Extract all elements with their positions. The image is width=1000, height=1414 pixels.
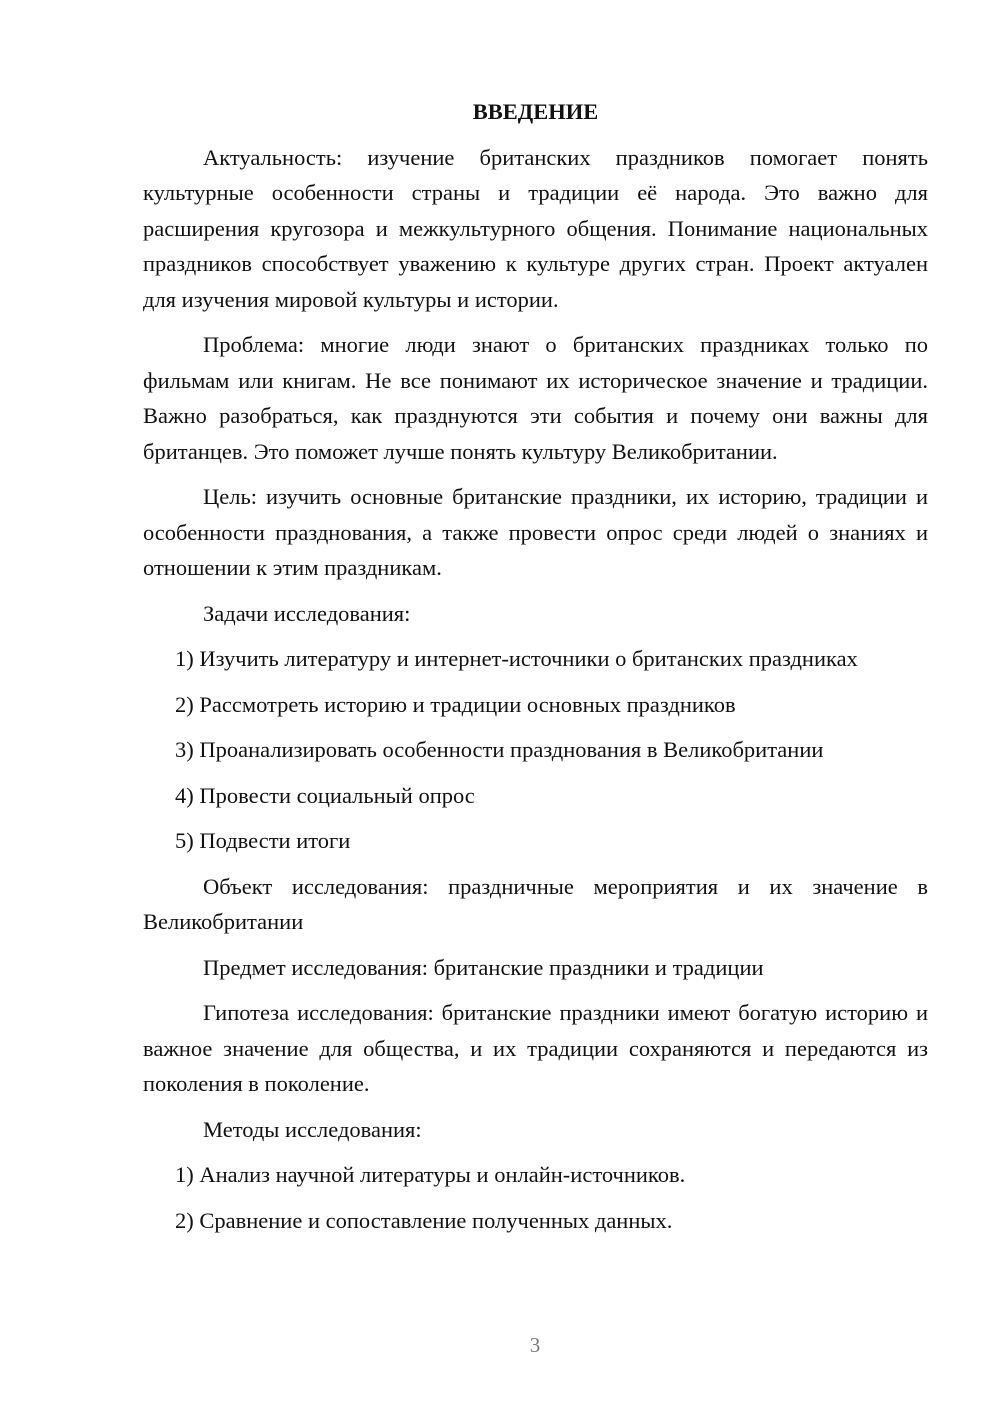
tasks-heading: Задачи исследования: — [203, 600, 411, 626]
page-content — [143, 94, 928, 1248]
section-title: ВВЕДЕНИЕ — [472, 99, 599, 124]
methods-heading: Методы исследования: — [203, 1116, 422, 1142]
goal-paragraph: Цель: изучить основные британские праздники, их историю, традиции и особенности празднования, а также провести опрос среди людей о знаниях и отношении к этим праздникам. — [143, 484, 928, 580]
page-number: 3 — [529, 1333, 541, 1357]
task-item-5: 5) Подвести итоги — [175, 828, 351, 853]
method-item-1: 1) Анализ научной литературы и онлайн-источников. — [175, 1162, 686, 1187]
relevance-paragraph: Актуальность: изучение британских праздников помогает понять культурные особенности страны и традиции её народа. Это важно для расширения кругозора и межкультурного общения. Понимание национальных праздников способствует уважению к культуре других стран. Проект актуален для изучения мировой культуры и истории. — [143, 144, 928, 312]
subject-paragraph: Предмет исследования: британские праздники и традиции — [203, 954, 764, 980]
problem-paragraph: Проблема: многие люди знают о британских праздниках только по фильмам или книгам. Не все понимают их историческое значение и традиции. Важно разобраться, как празднуются эти события и почему они важны для британцев. Это поможет лучше понять культуру Великобритании. — [143, 332, 928, 464]
method-item-2: 2) Сравнение и сопоставление полученных данных. — [175, 1207, 673, 1233]
object-paragraph: Объект исследования: праздничные мероприятия и их значение в Великобритании — [143, 873, 928, 934]
task-item-3: 3) Проанализировать особенности празднования в Великобритании — [175, 737, 824, 762]
hypothesis-paragraph: Гипотеза исследования: британские праздники имеют богатую историю и важное значение для общества, и их традиции сохраняются и передаются из поколения в поколение. — [143, 1000, 928, 1096]
task-item-1: 1) Изучить литературу и интернет-источники о британских праздниках — [175, 646, 858, 671]
task-item-2: 2) Рассмотреть историю и традиции основных праздников — [175, 691, 736, 717]
task-item-4: 4) Провести социальный опрос — [175, 782, 475, 808]
